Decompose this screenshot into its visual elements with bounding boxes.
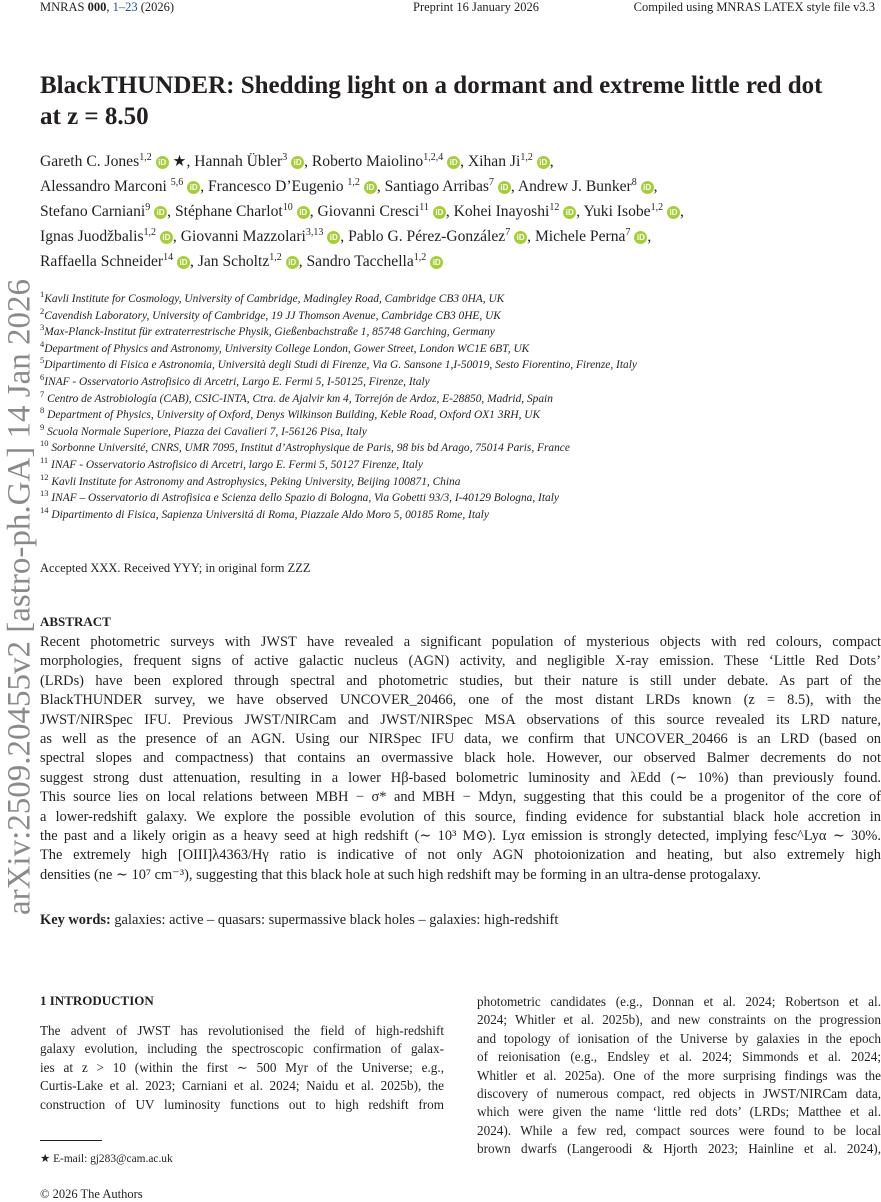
affiliation-text: Dipartimento di Fisica, Sapienza Universitá di Roma, Piazzale Aldo Moro 5, 00185 Rome, Italy	[48, 508, 489, 521]
affiliation-item	[40, 407, 540, 423]
author-name: Stéphane Charlot	[174, 203, 283, 220]
author-name: Michele Perna	[534, 228, 626, 245]
author-name: Giovanni Mazzolari	[180, 228, 306, 245]
affiliation-item	[40, 424, 367, 440]
column-line: photometric candidates (e.g., Donnan et al. 2024; Robertson et al.	[477, 994, 881, 1009]
journal-reference: MNRAS 000, 1–23 (2026)	[40, 0, 175, 14]
author-affiliation-index: 1,2	[650, 201, 664, 213]
author-affiliation-index: 1,2	[347, 176, 360, 188]
author-name: Kohei Inayoshi	[453, 203, 550, 220]
column-line: discovery of numerous compact, red objects in JWST/NIRCam data,	[477, 1086, 881, 1101]
author-affiliation-index: 10	[282, 201, 293, 213]
abstract-line: This source lies on local relations between MBH − σ* and MBH − Mdyn, suggesting that this could be a progenitor of the core of	[40, 789, 881, 806]
orcid-icon[interactable]: iD	[286, 256, 299, 269]
author-separator: ,	[340, 228, 349, 245]
orcid-icon[interactable]: iD	[327, 231, 340, 244]
title-line-2: at z = 8.50	[40, 103, 149, 130]
abstract-line: a lower-redshift galaxy. We explore the possible evolution of this source, finding evidence for substantial black hole accretion in	[40, 808, 881, 825]
affiliation-item	[40, 471, 461, 490]
affiliation-item	[40, 490, 559, 506]
orcid-icon[interactable]: iD	[297, 206, 310, 219]
affiliation-text: Kavli Institute for Cosmology, University of Cambridge, Madingley Road, Cambridge CB3 0HA, UK	[44, 293, 505, 305]
affiliation-item	[40, 291, 504, 307]
author-affiliation-index: 7	[505, 226, 511, 238]
keywords-text: galaxies: active – quasars: supermassive black holes – galaxies: high-redshift	[114, 912, 559, 928]
orcid-icon[interactable]: iD	[447, 156, 460, 169]
affiliation-number: 2	[40, 305, 45, 316]
paper-title	[40, 70, 875, 132]
column-line: galaxy evolution, including the spectroscopic confirmation of galax-	[40, 1041, 444, 1057]
copyright: © 2026 The Authors	[40, 1187, 143, 1201]
author-name: Roberto Maiolino	[311, 153, 424, 170]
footnote-rule	[40, 1140, 102, 1141]
author-name: Alessandro Marconi	[40, 178, 171, 195]
author-name: Raffaella Schneider	[40, 253, 164, 270]
orcid-icon[interactable]: iD	[498, 181, 511, 194]
author-separator: ,	[647, 228, 652, 245]
affiliation-number: 5	[40, 355, 45, 366]
affiliation-number: 4	[40, 339, 45, 349]
affiliation-item	[40, 374, 430, 390]
abstract-line: morphologies, frequent signs of active galactic nucleus (AGN) activity, and negligible X-ray emission. These ‘Little Red Dots’	[40, 653, 881, 670]
author-line	[40, 202, 684, 222]
author-separator: ,	[172, 228, 181, 245]
author-separator: ,	[510, 178, 518, 195]
footnote-email: E-mail: gj283@cam.ac.uk	[50, 1153, 173, 1165]
orcid-icon[interactable]: iD	[563, 206, 576, 219]
author-name: Gareth C. Jones	[40, 153, 140, 170]
affiliation-text: Cavendish Laboratory, University of Cambridge, 19 JJ Thomson Avenue, Cambridge CB3 0HE, UK	[44, 309, 501, 322]
author-separator: ,	[549, 153, 554, 170]
author-line	[40, 177, 658, 197]
author-line	[40, 227, 651, 247]
orcid-icon[interactable]: iD	[433, 206, 446, 219]
author-line	[40, 252, 443, 272]
column-line: 2024). While a few red, compact sources were found to be local	[477, 1122, 881, 1138]
author-name: Santiago Arribas	[384, 178, 489, 195]
affiliation-number: 3	[40, 322, 45, 333]
affiliation-item	[40, 341, 529, 357]
orcid-icon[interactable]: iD	[177, 256, 190, 269]
column-line: Whitler et al. 2025a). One of the more surprising findings was the	[477, 1067, 881, 1083]
affiliation-item	[40, 357, 637, 373]
affiliation-text: INAF – Osservatorio di Astrofisica e Scienza dello Spazio di Bologna, Via Gobetti 93/3, I-40129 Bologna, Italy	[48, 492, 559, 505]
author-name: Andrew J. Bunker	[517, 178, 632, 195]
author-affiliation-index: 12	[549, 201, 560, 213]
affiliation-item	[40, 324, 495, 340]
affiliation-number: 7	[40, 388, 45, 399]
affiliation-number: 14	[40, 505, 49, 515]
compiled-note: Compiled using MNRAS LATEX style file v3.3	[633, 0, 875, 14]
orcid-icon[interactable]: iD	[291, 156, 304, 169]
orcid-icon[interactable]: iD	[364, 181, 377, 194]
author-separator: ★,	[168, 153, 195, 170]
author-name: Pablo G. Pérez-González	[348, 228, 506, 245]
abstract-line: BlackTHUNDER survey, we have observed UNCOVER_20466, one of the most distant LRDs known (z = 8.5), with the	[40, 692, 881, 709]
orcid-icon[interactable]: iD	[154, 206, 167, 219]
author-separator: ,	[304, 153, 312, 170]
affiliation-item	[40, 388, 553, 407]
author-separator: ,	[309, 203, 318, 220]
author-name: Ignas Juodžbalis	[40, 228, 144, 245]
orcid-icon[interactable]: iD	[156, 156, 169, 169]
author-affiliation-index: 1,2	[143, 226, 157, 238]
author-affiliation-index: 1,2	[520, 151, 533, 163]
orcid-icon[interactable]: iD	[187, 181, 200, 194]
author-affiliation-index: 14	[163, 251, 174, 263]
affiliation-number: 1	[40, 289, 45, 300]
affiliation-text: Dipartimento di Fisica e Astronomia, Università degli Studi di Firenze, Via G. Sansone 1,I-50019, Sesto Fiorentino, Firenze, Italy	[44, 359, 637, 372]
abstract-line: (LRDs) have been explored through spectral and photometric studies, but their nature is still under debate. As part of the	[40, 672, 881, 689]
affiliation-number: 13	[40, 488, 49, 499]
affiliation-number: 11	[40, 455, 49, 466]
abstract-line: as well as the presence of an AGN. Using our NIRSpec IFU data, we confirm that UNCOVER_20466 is an LRD (based on	[40, 731, 881, 747]
abstract-line: The extremely high [OIII]λ4363/Hγ ratio is indicative of not only AGN photoionization and heating, but also extremely high	[40, 847, 881, 864]
keywords	[40, 912, 558, 929]
affiliation-number: 6	[40, 372, 45, 383]
affiliation-item	[40, 305, 501, 324]
author-affiliation-index: 1,2	[413, 251, 427, 263]
affiliation-text: Department of Physics and Astronomy, University College London, Gower Street, London WC1E 6BT, UK	[44, 342, 530, 355]
orcid-icon[interactable]: iD	[634, 231, 647, 244]
author-affiliation-index: 7	[625, 226, 631, 238]
author-name: Sandro Tacchella	[306, 253, 414, 270]
orcid-icon[interactable]: iD	[667, 206, 680, 219]
abstract-line: densities (ne ∼ 10⁷ cm⁻³), suggesting that this black hole at such high redshift may be forming in an ultra-dense protogalaxy.	[40, 866, 762, 883]
affiliation-number: 9	[40, 422, 45, 432]
author-line	[40, 152, 554, 172]
title-line-1: BlackTHUNDER: Shedding light on a dormant and extreme little red dot	[40, 72, 823, 99]
author-separator: ,	[200, 178, 208, 195]
abstract-line: Recent photometric surveys with JWST have revealed a significant population of mysterious objects with red colours, compact	[40, 634, 881, 650]
orcid-icon[interactable]: iD	[537, 156, 550, 169]
affiliation-text: INAF - Osservatorio Astrofisico di Arcetri, largo E. Fermi 5, 50127 Firenze, Italy	[48, 459, 423, 471]
column-line: which were given the name ‘little red dots’ (LRDs; Matthee et al.	[477, 1104, 881, 1120]
column-line: ies at z > 10 (within the first ∼ 500 Myr of the Universe; e.g.,	[40, 1059, 444, 1075]
page-range-link[interactable]: 1–23	[112, 0, 138, 14]
author-name: Yuki Isobe	[583, 203, 651, 220]
column-line: brown dwarfs (Langeroodi & Hjorth 2023; Hainline et al. 2024),	[477, 1141, 881, 1157]
author-separator: ,	[460, 153, 468, 170]
affiliation-item	[40, 457, 423, 473]
affiliation-text: Sorbonne Université, CNRS, UMR 7095, Institut d’Astrophysique de Paris, 98 bis bd Arago, 75014 Paris, France	[48, 442, 570, 455]
author-name: Jan Scholtz	[197, 253, 270, 270]
author-name: Xihan Ji	[467, 153, 521, 170]
column-line: Curtis-Lake et al. 2023; Carniani et al. 2024; Naidu et al. 2025b), the	[40, 1078, 444, 1094]
author-affiliation-index: 7	[489, 176, 494, 188]
column-line: and topology of ionisation of the Universe by galaxies in the epoch	[477, 1030, 881, 1046]
affiliation-text: Kavli Institute for Astronomy and Astrophysics, Peking University, Beijing 100871, China	[48, 475, 461, 488]
affiliation-text: INAF - Osservatorio Astrofisico di Arcetri, Largo E. Fermi 5, I-50125, Firenze, Italy	[44, 376, 430, 388]
keywords-label: Key words:	[40, 912, 111, 928]
orcid-icon[interactable]: iD	[641, 181, 654, 194]
affiliation-number: 8	[40, 405, 45, 416]
column-line: The advent of JWST has revolutionised the field of high-redshift	[40, 1023, 444, 1038]
author-separator: ,	[190, 253, 198, 270]
author-separator: ,	[527, 228, 535, 245]
author-name: Hannah Übler	[194, 153, 283, 170]
column-line: 2024; Whitler et al. 2025b), and new constraints on the progression	[477, 1012, 881, 1028]
affiliation-item	[40, 440, 570, 456]
author-affiliation-index: 3	[282, 151, 288, 163]
affiliation-text: Department of Physics, University of Oxford, Denys Wilkinson Building, Keble Road, Oxford OX1 3RH, UK	[44, 409, 541, 422]
author-separator: ,	[576, 203, 584, 220]
introduction-heading: 1 INTRODUCTION	[40, 993, 154, 1008]
author-affiliation-index: 9	[145, 201, 151, 213]
author-affiliation-index: 8	[631, 176, 637, 188]
column-line: construction of UV luminosity functions out to high redshift from	[40, 1096, 444, 1112]
author-name: Giovanni Cresci	[317, 203, 420, 220]
abstract-heading: ABSTRACT	[40, 614, 111, 629]
accepted-note: Accepted XXX. Received YYY; in original form ZZZ	[40, 561, 311, 575]
author-affiliation-index: 5,6	[170, 176, 184, 188]
preprint-date: Preprint 16 January 2026	[413, 0, 540, 14]
affiliation-number: 12	[40, 471, 49, 482]
column-line: of reionisation (e.g., Endsley et al. 2024; Simmonds et al. 2024;	[477, 1049, 881, 1065]
author-affiliation-index: 11	[419, 201, 429, 213]
author-separator: ,	[445, 203, 454, 220]
orcid-icon[interactable]: iD	[430, 256, 443, 269]
orcid-icon[interactable]: iD	[514, 231, 527, 244]
author-affiliation-index: 1,2	[139, 151, 152, 163]
author-separator: ,	[298, 253, 307, 270]
abstract-line: JWST/NIRSpec IFU. Previous JWST/NIRCam and JWST/NIRSpec MSA observations of this source revealed its LRD nature,	[40, 711, 881, 728]
author-name: Francesco D’Eugenio	[207, 178, 348, 195]
affiliation-text: Max-Planck-Institut für extraterrestrische Physik, Gießenbachstraße 1, 85748 Garching, Germany	[44, 326, 495, 339]
affiliation-text: Scuola Normale Superiore, Piazza dei Cavalieri 7, I-56126 Pisa, Italy	[44, 425, 367, 438]
author-affiliation-index: 1,2	[269, 251, 282, 263]
abstract-line: suggest strong dust attenuation, resulting in a lower Hβ-based bolometric luminosity and λEdd (∼ 10%) than previously found.	[40, 769, 881, 786]
author-separator: ,	[680, 203, 684, 220]
affiliation-text: Centro de Astrobiología (CAB), CSIC-INTA, Ctra. de Ajalvir km 4, Torrejón de Ardoz, E-28850, Madrid, Spain	[44, 392, 553, 405]
author-name: Stefano Carniani	[40, 203, 146, 220]
author-separator: ,	[167, 203, 175, 220]
author-separator: ,	[653, 178, 658, 195]
abstract-line: the past and a likely origin as a heavy seed at high redshift (∼ 10³ M⊙). Lyα emission is strongly detected, implying fesc^Lyα ∼ 30%.	[40, 828, 881, 844]
orcid-icon[interactable]: iD	[160, 231, 173, 244]
affiliation-item	[40, 507, 489, 523]
affiliation-number: 10	[40, 438, 49, 449]
footnote	[40, 1151, 173, 1165]
footnote-mark: ★	[40, 1153, 51, 1165]
abstract-line: spectral slopes and compactness) that contains an overmassive black hole. However, our observed Balmer decrements do not	[40, 750, 881, 767]
author-separator: ,	[376, 178, 385, 195]
author-affiliation-index: 3,13	[305, 226, 324, 238]
author-affiliation-index: 1,2,4	[423, 151, 444, 163]
